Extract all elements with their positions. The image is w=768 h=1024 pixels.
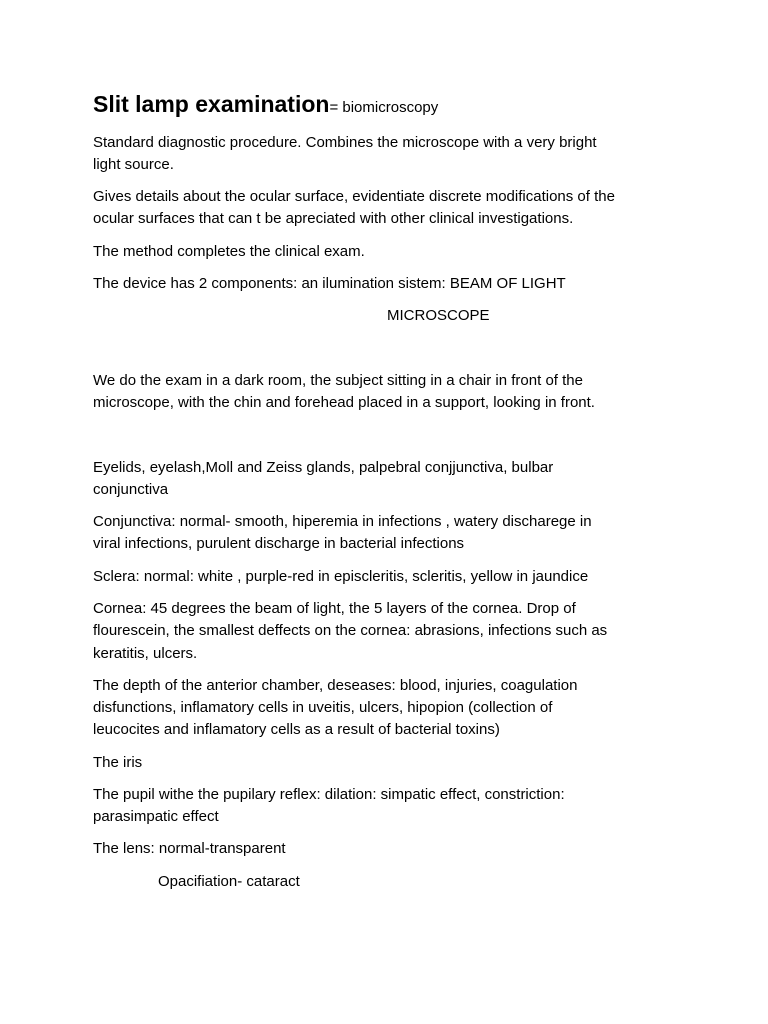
text-line: viral infections, purulent discharge in bacterial infections xyxy=(93,535,465,552)
text-line: Cornea: 45 degrees the beam of light, the 5 layers of the cornea. Drop of xyxy=(93,600,576,617)
text-line: light source. xyxy=(93,156,174,173)
text-line: The pupil withe the pupilary reflex: dilation: simpatic effect, constriction: xyxy=(93,786,565,803)
text-line: ocular surfaces that can t be apreciated with other clinical investigations. xyxy=(93,210,574,227)
text-line: Sclera: normal: white , purple-red in episcleritis, scleritis, yellow in jaundice xyxy=(93,568,589,585)
text-line: The depth of the anterior chamber, deseases: blood, injuries, coagulation xyxy=(93,677,578,694)
text-line: The lens: normal-transparent xyxy=(93,840,286,857)
text-line: leucocites and inflamatory cells as a result of bacterial toxins) xyxy=(93,721,500,738)
title-subtitle: = biomicroscopy xyxy=(329,99,439,116)
text-line: flourescein, the smallest deffects on the cornea: abrasions, infections such as xyxy=(93,622,608,639)
text-line: keratitis, ulcers. xyxy=(93,645,198,662)
document-title xyxy=(93,88,438,124)
title-main: Slit lamp examination xyxy=(93,91,330,117)
text-line: Standard diagnostic procedure. Combines the microscope with a very bright xyxy=(93,134,597,151)
text-line: microscope, with the chin and forehead placed in a support, looking in front. xyxy=(93,394,595,411)
text-line: The method completes the clinical exam. xyxy=(93,243,365,260)
text-line: Gives details about the ocular surface, evidentiate discrete modifications of the xyxy=(93,188,615,205)
text-line: The device has 2 components: an ilumination sistem: BEAM OF LIGHT xyxy=(93,275,566,292)
text-line: conjunctiva xyxy=(93,481,169,498)
text-line: Conjunctiva: normal- smooth, hiperemia in infections , watery discharege in xyxy=(93,513,592,530)
text-line: disfunctions, inflamatory cells in uveitis, ulcers, hipopion (collection of xyxy=(93,699,553,716)
text-line: We do the exam in a dark room, the subject sitting in a chair in front of the xyxy=(93,372,583,389)
text-line: Opacifiation- cataract xyxy=(158,873,300,890)
text-line: MICROSCOPE xyxy=(387,307,490,324)
text-line: The iris xyxy=(93,754,143,771)
text-line: Eyelids, eyelash,Moll and Zeiss glands, palpebral conjjunctiva, bulbar xyxy=(93,459,554,476)
text-line: parasimpatic effect xyxy=(93,808,219,825)
